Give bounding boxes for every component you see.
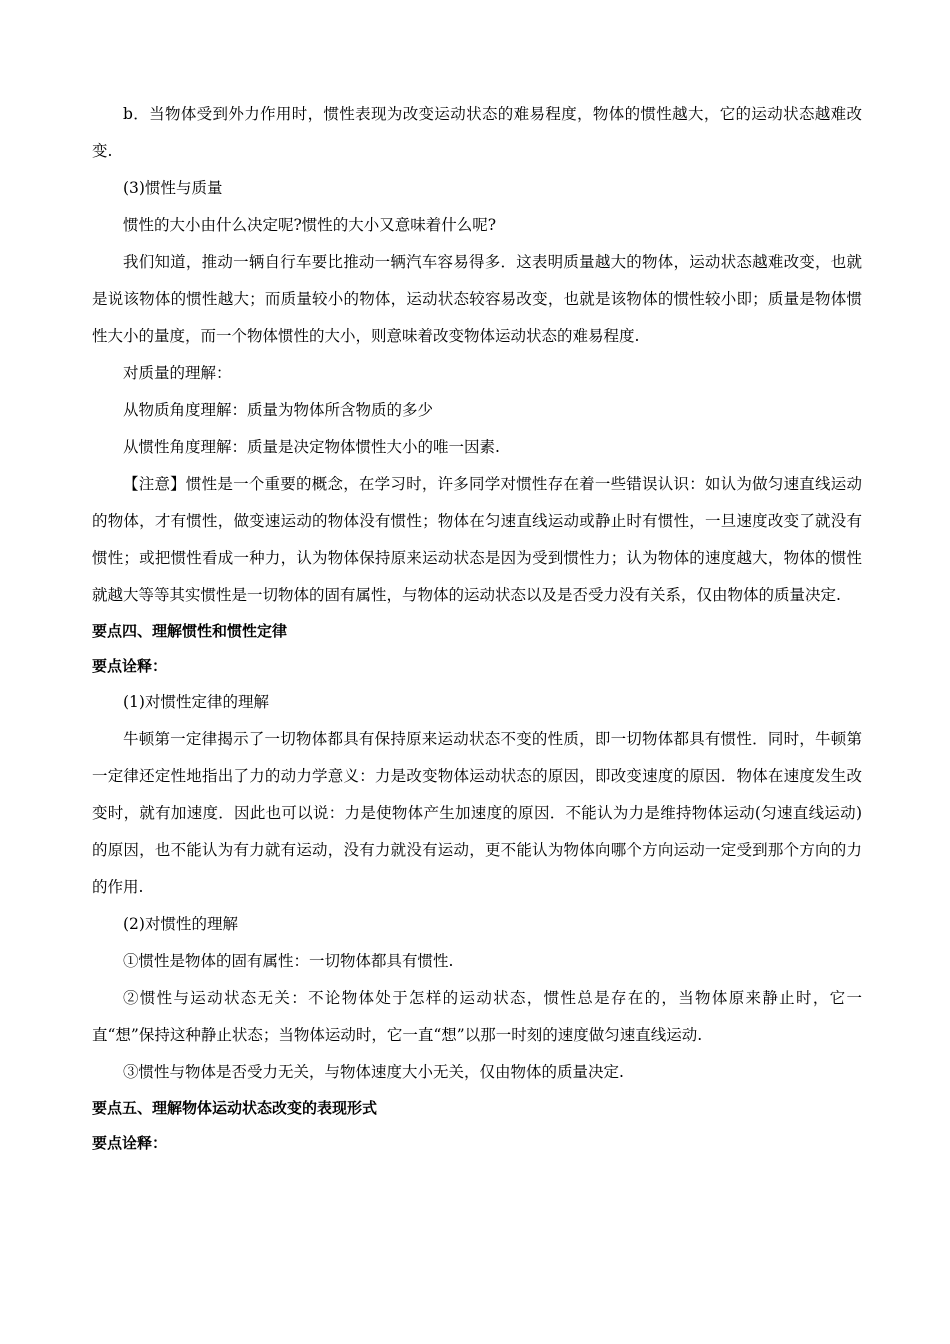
- document-page: [92, 96, 862, 1161]
- paragraph-mass-understanding: 对质量的理解：: [123, 364, 232, 382]
- paragraph-inertia-question: 惯性的大小由什么决定呢?惯性的大小又意味着什么呢?: [123, 216, 497, 234]
- paragraph-newton-first-law: 牛顿第一定律揭示了一切物体都具有保持原来运动状态不变的性质，即一切物体都具有惯性．同时，牛顿第一定律还定性地指出了力的动力学意义：力是改变物体运动状态的原因，即改变速度的原因．物体在速度发生改变时，就有加速度．因此也可以说：力是使物体产生加速度的原因．不能认为力是维持物体运动(匀速直线运动)的原因，也不能认为有力就有运动，没有力就没有运动，更不能认为物体向哪个方向运动一定受到那个方向的力的作用.: [92, 730, 862, 896]
- paragraph-inertia-external-force: b．当物体受到外力作用时，惯性表现为改变运动状态的难易程度，物体的惯性越大，它的运动状态越难改变.: [92, 105, 862, 160]
- paragraph-inertia-understanding-title: (2)对惯性的理解: [123, 915, 238, 933]
- paragraph-mass-matter-view: 从物质角度理解：质量为物体所含物质的多少: [123, 401, 434, 419]
- section-heading-point-five: 要点五、理解物体运动状态改变的表现形式: [92, 1099, 378, 1117]
- list-item-inertia-motion-state: ②惯性与运动状态无关：不论物体处于怎样的运动状态，惯性总是存在的，当物体原来静止时，它一直“想”保持这种静止状态；当物体运动时，它一直“想”以那一时刻的速度做匀速直线运动.: [92, 989, 862, 1044]
- list-item-inertia-force: ③惯性与物体是否受力无关，与物体速度大小无关，仅由物体的质量决定.: [123, 1063, 624, 1081]
- subheading-explanation-2: 要点诠释：: [92, 1134, 168, 1152]
- paragraph-note: 【注意】惯性是一个重要的概念，在学习时，许多同学对惯性存在着一些错误认识：如认为做匀速直线运动的物体，才有惯性，做变速运动的物体没有惯性；物体在匀速直线运动或静止时有惯性，一旦速度改变了就没有惯性；或把惯性看成一种力，认为物体保持原来运动状态是因为受到惯性力；认为物体的速度越大，物体的惯性就越大等等其实惯性是一切物体的固有属性，与物体的运动状态以及是否受力没有关系，仅由物体的质量决定.: [92, 475, 862, 604]
- subheading-explanation: 要点诠释：: [92, 657, 168, 675]
- paragraph-bicycle-car-example: 我们知道，推动一辆自行车要比推动一辆汽车容易得多．这表明质量越大的物体，运动状态越难改变，也就是说该物体的惯性越大；而质量较小的物体，运动状态较容易改变，也就是该物体的惯性较小即；质量是物体惯性大小的量度，而一个物体惯性的大小，则意味着改变物体运动状态的难易程度.: [92, 253, 862, 345]
- paragraph-law-understanding-title: (1)对惯性定律的理解: [123, 693, 269, 711]
- list-item-inertia-intrinsic: ①惯性是物体的固有属性：一切物体都具有惯性.: [123, 952, 454, 970]
- section-heading-point-four: 要点四、理解惯性和惯性定律: [92, 622, 288, 640]
- paragraph-inertia-and-mass-title: (3)惯性与质量: [123, 179, 223, 197]
- paragraph-mass-inertia-view: 从惯性角度理解：质量是决定物体惯性大小的唯一因素.: [123, 438, 500, 456]
